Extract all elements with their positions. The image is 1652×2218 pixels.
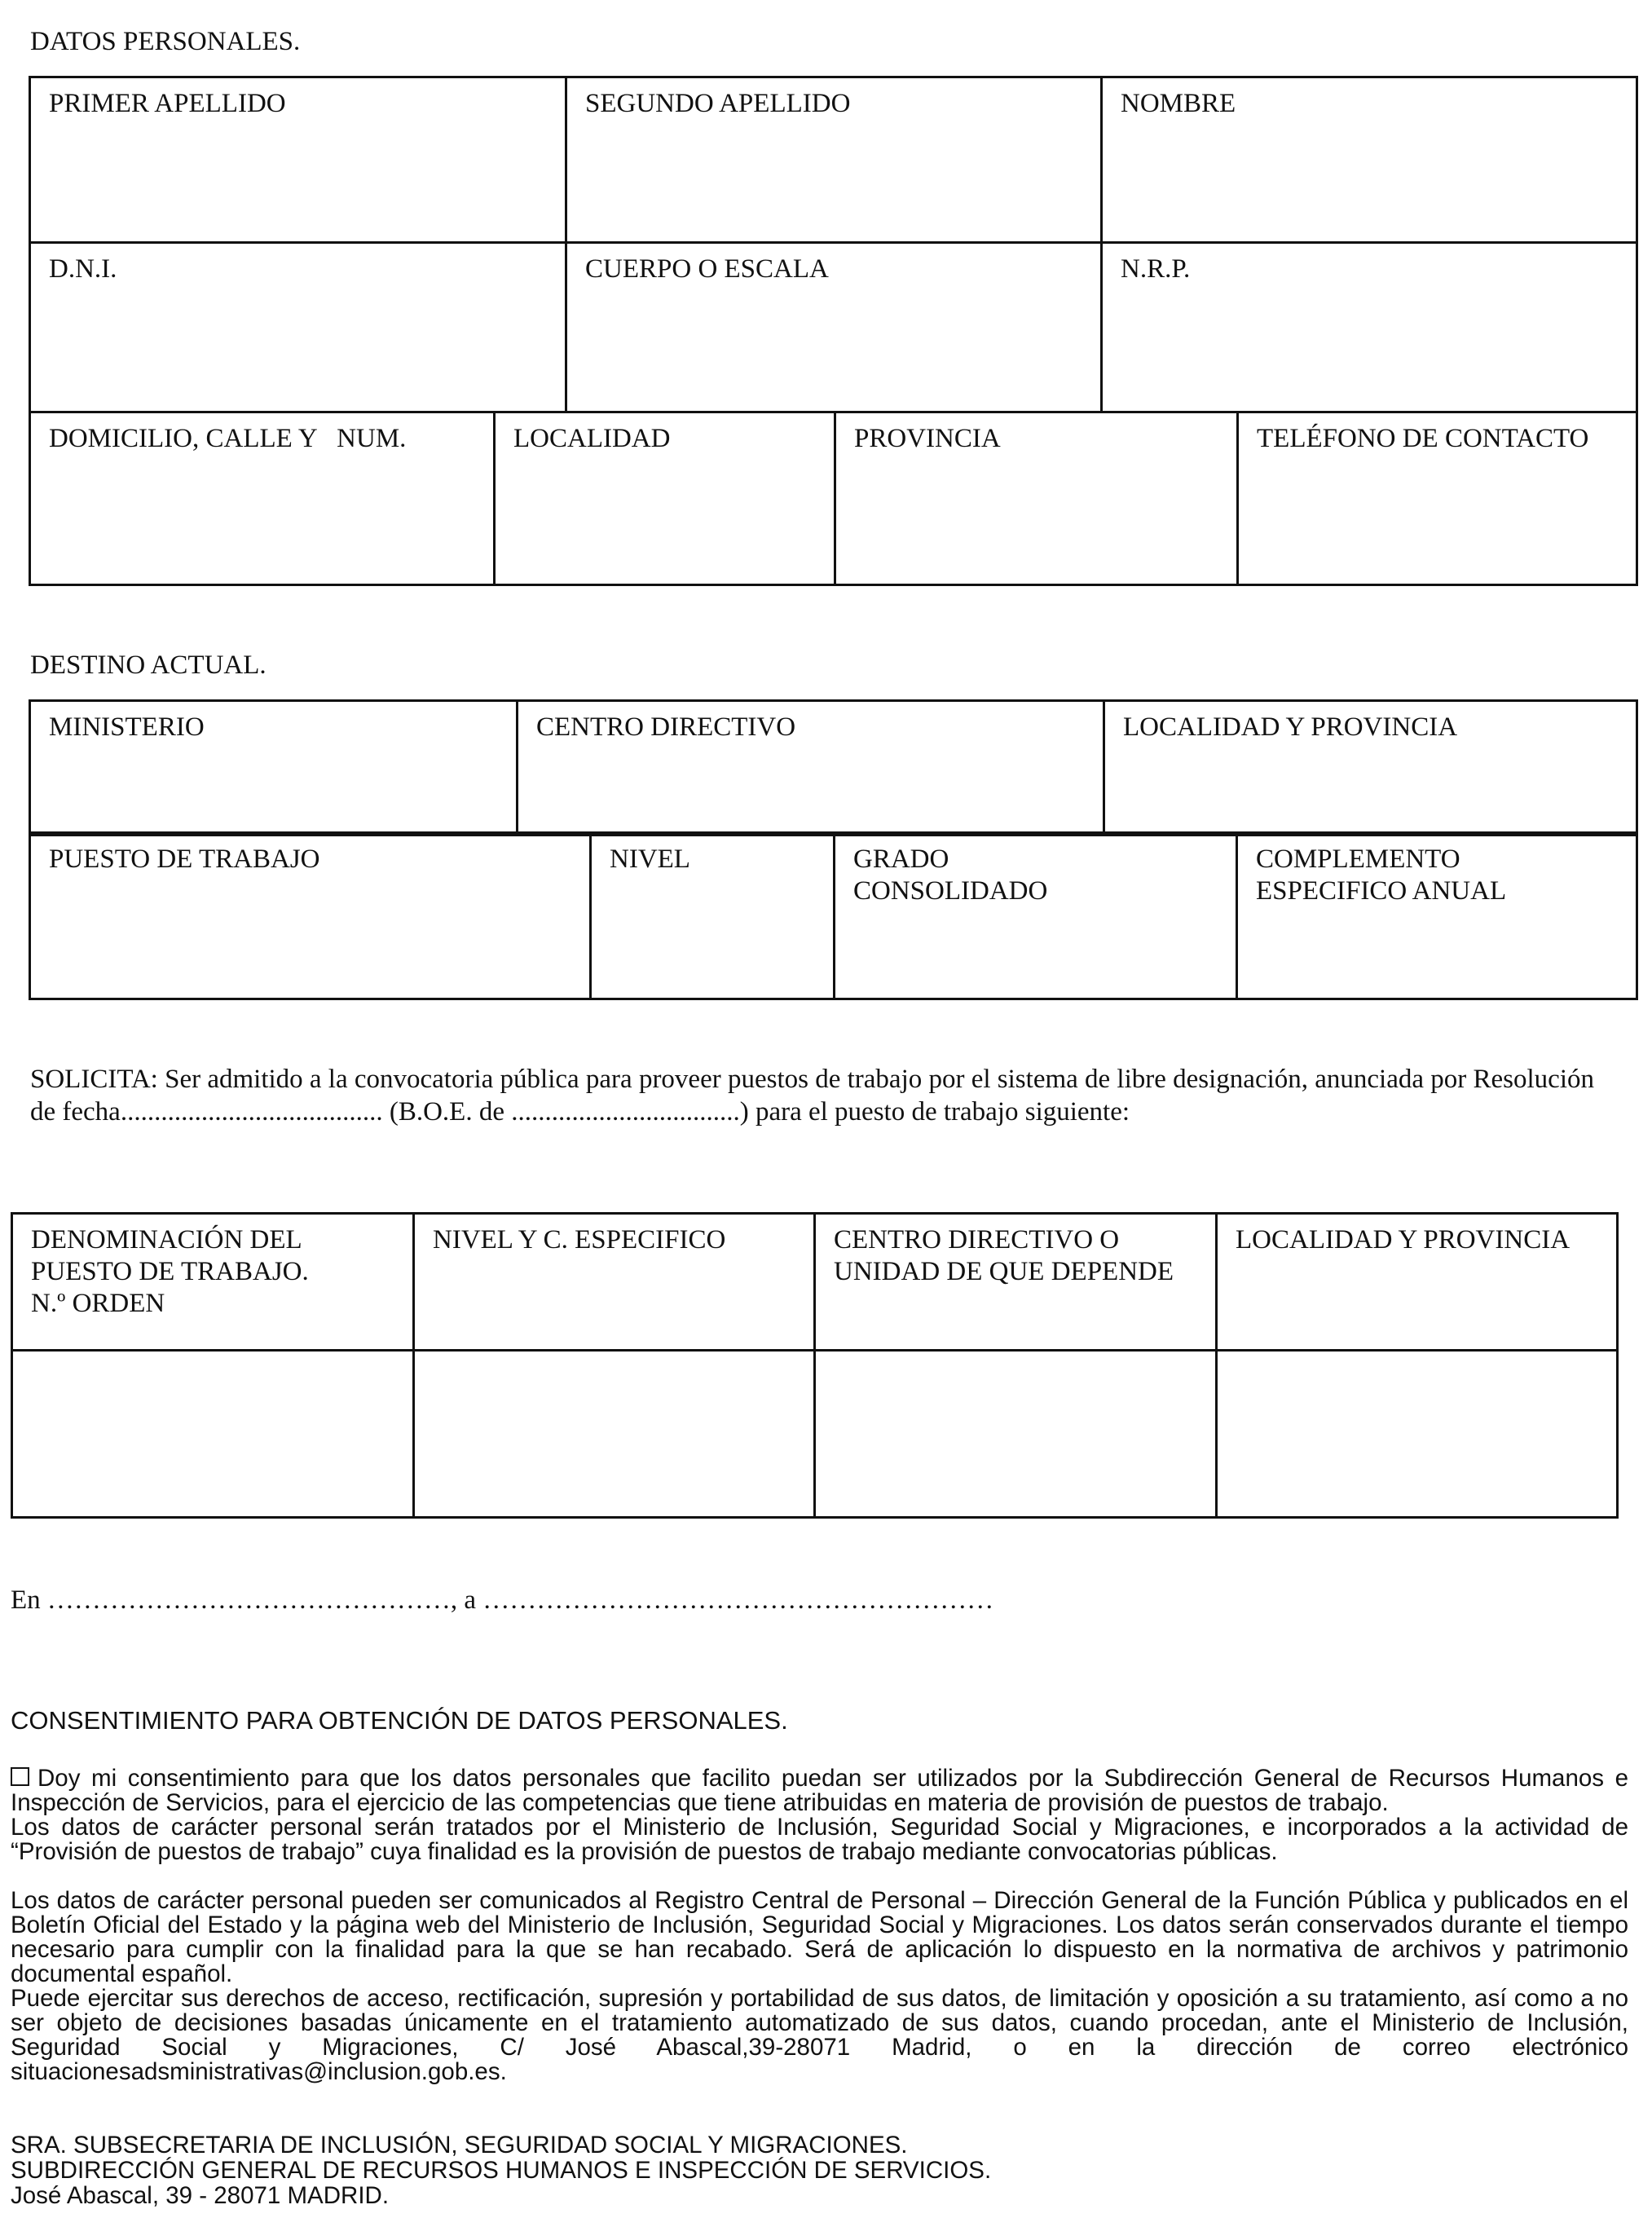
- consent-paragraph: Puede ejercitar sus derechos de acceso, rectificación, supresión y portabilidad de sus datos, de limitación y oposición a su tratamiento, así como a no ser objeto de decisiones basadas únicamente en el tratamiento automatizado de sus datos, cuando procedan, ante el Ministerio de Inclusión, Seguridad Social y Migraciones, C/ José Abascal,39-28071 Madrid, o en la dirección de correo electrónico situacionesadsministrativas@inclusion.gob.es.: [11, 1985, 1628, 2085]
- cuerpo-escala-field[interactable]: [566, 243, 1102, 412]
- field-label: GRADO: [853, 844, 949, 874]
- segundo-apellido-field[interactable]: [566, 77, 1102, 243]
- consent-paragraph: Los datos de carácter personal serán tratados por el Ministerio de Inclusión, Seguridad Social y Migraciones, e incorporados a la actividad de “Provisión de puestos de trabajo” cuya finalidad es la provisión de puestos de trabajo mediante convocatorias públicas.: [11, 1814, 1628, 1865]
- destino-actual-table-b: [29, 831, 1638, 1000]
- puesto-trabajo-field[interactable]: [30, 833, 591, 999]
- field-label: PROVINCIA: [854, 424, 1001, 453]
- complemento-especifico-field[interactable]: [1237, 833, 1637, 999]
- consentimiento-text: [11, 1766, 1628, 2084]
- field-label: CUERPO O ESCALA: [585, 254, 829, 284]
- lugar-fecha-line[interactable]: En ………………………………………, a …………………………………………………: [11, 1585, 994, 1615]
- field-label: LOCALIDAD: [513, 424, 671, 453]
- consentimiento-heading: CONSENTIMIENTO PARA OBTENCIÓN DE DATOS PERSONALES.: [11, 1706, 788, 1735]
- field-label: D.N.I.: [49, 254, 117, 284]
- destinatario-line: SUBDIRECCIÓN GENERAL DE RECURSOS HUMANOS E INSPECCIÓN DE SERVICIOS.: [11, 2157, 992, 2184]
- grado-consolidado-field[interactable]: [835, 833, 1237, 999]
- telefono-field[interactable]: [1238, 412, 1637, 585]
- field-label: SEGUNDO APELLIDO: [585, 89, 851, 118]
- localidad-provincia-header: [1217, 1214, 1618, 1351]
- header-label: UNIDAD DE QUE DEPENDE: [834, 1257, 1174, 1286]
- consent-paragraph: Los datos de carácter personal pueden ser comunicados al Registro Central de Personal – Dirección General de la Función Pública y publicados en el Boletín Oficial del Estado y la página web del Ministerio de Inclusión, Seguridad Social y Migraciones. Los datos serán conservados durante el tiempo necesario para cumplir con la finalidad para la que se han recabado. Será de aplicación lo dispuesto en la normativa de archivos y patrimonio documental español.: [11, 1887, 1628, 1987]
- nivel-especifico-input[interactable]: [414, 1351, 815, 1518]
- destinatario-block: [11, 2132, 991, 2208]
- destino-actual-table-a: [29, 699, 1638, 836]
- field-label: COMPLEMENTO: [1256, 844, 1460, 874]
- localidad-provincia-input[interactable]: [1217, 1351, 1618, 1518]
- localidad-field[interactable]: [495, 412, 835, 585]
- field-label: PUESTO DE TRABAJO: [49, 844, 320, 874]
- header-label: PUESTO DE TRABAJO.: [31, 1257, 309, 1286]
- field-label: PRIMER APELLIDO: [49, 89, 286, 118]
- header-label: CENTRO DIRECTIVO O: [834, 1225, 1120, 1255]
- puesto-solicitado-table: [11, 1212, 1619, 1519]
- header-label: DENOMINACIÓN DEL: [31, 1225, 302, 1255]
- header-label: LOCALIDAD Y PROVINCIA: [1236, 1225, 1571, 1255]
- field-label: CONSOLIDADO: [853, 876, 1048, 906]
- centro-directivo-input[interactable]: [815, 1351, 1217, 1518]
- consent-checkbox[interactable]: [11, 1767, 29, 1786]
- field-label: N.R.P.: [1121, 254, 1191, 284]
- field-label: DOMICILIO, CALLE Y NUM.: [49, 424, 407, 453]
- field-label: CENTRO DIRECTIVO: [536, 712, 796, 742]
- provincia-field[interactable]: [835, 412, 1238, 585]
- field-label: LOCALIDAD Y PROVINCIA: [1123, 712, 1458, 742]
- nivel-field[interactable]: [591, 833, 835, 999]
- denominacion-puesto-header: [12, 1214, 414, 1351]
- solicita-paragraph: [30, 1063, 1594, 1128]
- denominacion-puesto-input[interactable]: [12, 1351, 414, 1518]
- nrp-field[interactable]: [1102, 243, 1637, 412]
- datos-personales-table-b: [29, 411, 1638, 586]
- destinatario-line: José Abascal, 39 - 28071 MADRID.: [11, 2182, 390, 2209]
- solicita-line: SOLICITA: Ser admitido a la convocatoria pública para proveer puestos de trabajo por el sistema de libre designación, anunciada por Resolución: [30, 1065, 1594, 1094]
- header-label: NIVEL Y C. ESPECIFICO: [433, 1225, 726, 1255]
- datos-personales-heading: DATOS PERSONALES.: [30, 27, 301, 56]
- field-label: TELÉFONO DE CONTACTO: [1257, 424, 1589, 453]
- consent-checkbox-label: Doy mi consentimiento para que los datos personales que facilito puedan ser utilizados por la Subdirección General de Recursos Humanos e Inspección de Servicios, para el ejercicio de las competencias que tiene atribuidas en materia de provisión de puestos de trabajo.: [11, 1765, 1628, 1816]
- field-label: NOMBRE: [1121, 89, 1236, 118]
- localidad-provincia-field[interactable]: [1104, 701, 1637, 836]
- primer-apellido-field[interactable]: [30, 77, 566, 243]
- header-label: N.º ORDEN: [31, 1289, 165, 1318]
- nombre-field[interactable]: [1102, 77, 1637, 243]
- dni-field[interactable]: [30, 243, 566, 412]
- solicita-line: de fecha....................................... (B.O.E. de ..................................) para el puesto de trabajo siguiente:: [30, 1097, 1130, 1127]
- consent-checkbox-row: [11, 1766, 1628, 1815]
- field-label: NIVEL: [610, 844, 690, 874]
- ministerio-field[interactable]: [30, 701, 518, 836]
- domicilio-field[interactable]: [30, 412, 495, 585]
- field-label: ESPECIFICO ANUAL: [1256, 876, 1507, 906]
- field-label: MINISTERIO: [49, 712, 205, 742]
- centro-directivo-field[interactable]: [518, 701, 1104, 836]
- nivel-especifico-header: [414, 1214, 815, 1351]
- destinatario-line: SRA. SUBSECRETARIA DE INCLUSIÓN, SEGURIDAD SOCIAL Y MIGRACIONES.: [11, 2132, 908, 2158]
- destino-actual-heading: DESTINO ACTUAL.: [30, 650, 267, 680]
- centro-directivo-header: [815, 1214, 1217, 1351]
- datos-personales-table-a: [29, 76, 1638, 413]
